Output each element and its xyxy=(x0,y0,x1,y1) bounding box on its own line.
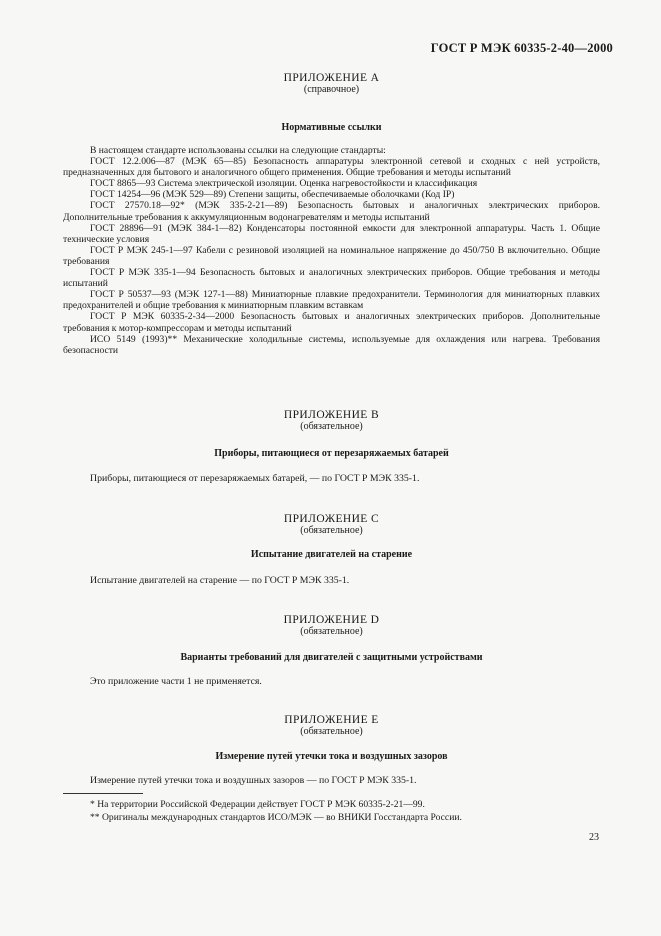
appendix-e-text: Измерение путей утечки тока и воздушных зазоров — по ГОСТ Р МЭК 335-1. xyxy=(90,775,417,786)
reference-paragraph: ГОСТ Р МЭК 335-1—94 Безопасность бытовых и аналогичных электрических приборов. Общие требования и методы испытаний xyxy=(63,267,600,290)
reference-paragraph: ГОСТ Р 50537—93 (МЭК 127-1—88) Миниатюрные плавкие предохранители. Терминология для миниатюрных плавких предохранителей и общие требования к миниатюрным плавким вставкам xyxy=(63,289,600,312)
appendix-b-title: ПРИЛОЖЕНИЕ В xyxy=(283,409,380,421)
appendix-e-title: ПРИЛОЖЕНИЕ Е xyxy=(284,714,379,726)
appendix-d xyxy=(63,614,600,637)
appendix-a xyxy=(63,72,600,95)
appendix-d-title: ПРИЛОЖЕНИЕ D xyxy=(283,614,380,626)
appendix-e-heading-wrap xyxy=(63,751,600,763)
appendix-d-heading-wrap xyxy=(63,652,600,664)
appendix-a-heading-wrap xyxy=(63,122,600,134)
references-list xyxy=(63,145,600,356)
appendix-c-body xyxy=(63,575,600,587)
footnote: ** Оригиналы международных стандартов ИСО/МЭК — во ВНИКИ Госстандарта России. xyxy=(90,812,462,823)
appendix-a-title: ПРИЛОЖЕНИЕ А xyxy=(283,72,380,84)
reference-paragraph: ГОСТ 27570.18—92* (МЭК 335-2-21—89) Безопасность бытовых и аналогичных электрических приборов. Дополнительные требования к аккумуляционным водонагревателям и методы испытаний xyxy=(63,200,600,223)
appendix-d-body xyxy=(63,676,600,688)
reference-paragraph: ГОСТ Р МЭК 60335-2-34—2000 Безопасность бытовых и аналогичных электрических приборов. Дополнительные требования к мотор-компрессорам и методы испытаний xyxy=(63,311,600,334)
appendix-c-heading: Испытание двигателей на старение xyxy=(250,549,413,560)
appendix-b-heading: Приборы, питающиеся от перезаряжаемых батарей xyxy=(214,448,449,459)
appendix-b-subtitle: (обязательное) xyxy=(300,421,363,432)
appendix-a-heading: Нормативные ссылки xyxy=(281,122,382,133)
reference-paragraph: ИСО 5149 (1993)** Механические холодильные системы, используемые для охлаждения или нагрева. Требования безопасности xyxy=(63,333,600,356)
footnote: * На территории Российской Федерации действует ГОСТ Р МЭК 60335-2-21—99. xyxy=(90,799,425,810)
footnote-divider xyxy=(63,793,143,794)
standard-header: ГОСТ Р МЭК 60335-2-40—2000 xyxy=(430,41,613,55)
appendix-e xyxy=(63,714,600,737)
appendix-b xyxy=(63,409,600,432)
appendix-c-heading-wrap xyxy=(63,549,600,561)
appendix-b-heading-wrap xyxy=(63,448,600,460)
reference-paragraph: В настоящем стандарте использованы ссылки на следующие стандарты: xyxy=(90,145,386,156)
appendix-b-body xyxy=(63,473,600,485)
appendix-d-heading: Варианты требований для двигателей с защитными устройствами xyxy=(180,652,483,663)
appendix-b-text: Приборы, питающиеся от перезаряжаемых батарей, — по ГОСТ Р МЭК 335-1. xyxy=(90,473,420,484)
appendix-c-subtitle: (обязательное) xyxy=(300,525,363,536)
page-number: 23 xyxy=(589,832,599,843)
reference-paragraph: ГОСТ Р МЭК 245-1—97 Кабели с резиновой изоляцией на номинальное напряжение до 450/750 В включительно. Общие требования xyxy=(63,244,600,267)
appendix-a-subtitle: (справочное) xyxy=(303,84,360,95)
reference-paragraph: ГОСТ 28896—91 (МЭК 384-1—82) Конденсаторы постоянной емкости для электронной аппаратуры. Часть 1. Общие технические условия xyxy=(63,222,600,245)
appendix-c-text: Испытание двигателей на старение — по ГОСТ Р МЭК 335-1. xyxy=(90,575,350,586)
appendix-c xyxy=(63,513,600,536)
reference-paragraph: ГОСТ 8865—93 Система электрической изоляции. Оценка нагревостойкости и классификация xyxy=(90,178,478,190)
appendix-d-text: Это приложение части 1 не применяется. xyxy=(90,676,262,687)
appendix-e-subtitle: (обязательное) xyxy=(300,726,363,737)
reference-paragraph: ГОСТ 12.2.006—87 (МЭК 65—85) Безопасность аппаратуры электронной сетевой и сходных с ней устройств, предназначенных для бытового и аналогичного общего применения. Общие требования и методы испытаний xyxy=(63,156,600,179)
reference-paragraph: ГОСТ 14254—96 (МЭК 529—89) Степени защиты, обеспечиваемые оболочками (Код IP) xyxy=(90,189,455,201)
appendix-e-heading: Измерение путей утечки тока и воздушных зазоров xyxy=(215,751,448,762)
appendix-d-subtitle: (обязательное) xyxy=(300,626,363,637)
appendix-c-title: ПРИЛОЖЕНИЕ С xyxy=(283,513,380,525)
appendix-e-body xyxy=(63,775,600,787)
